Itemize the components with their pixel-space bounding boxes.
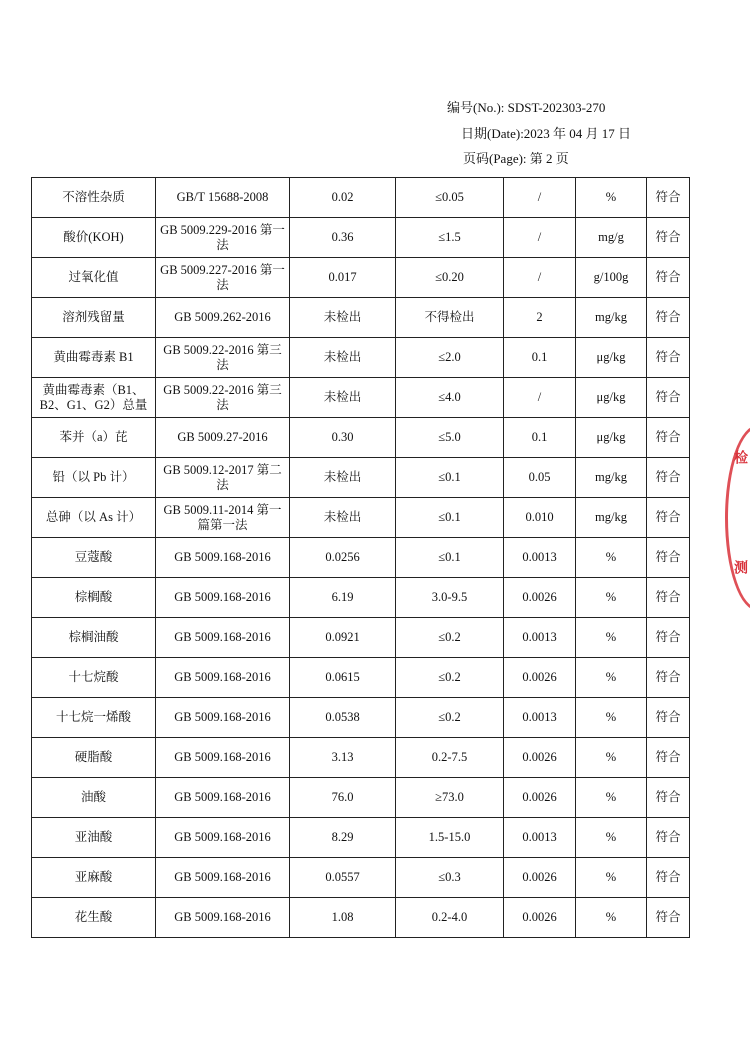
test-method-cell: GB 5009.27-2016 — [156, 418, 290, 458]
detection-limit-cell: 0.1 — [504, 418, 576, 458]
limit-cell: ≤0.1 — [396, 498, 504, 538]
report-number: 编号(No.): SDST-202303-270 — [447, 100, 606, 115]
limit-cell: 1.5-15.0 — [396, 818, 504, 858]
test-method-cell: GB 5009.168-2016 — [156, 818, 290, 858]
test-method-cell: GB 5009.168-2016 — [156, 738, 290, 778]
conclusion-cell: 符合 — [647, 178, 690, 218]
test-result-cell: 6.19 — [290, 578, 396, 618]
detection-limit-cell: 0.0026 — [504, 738, 576, 778]
test-result-cell: 8.29 — [290, 818, 396, 858]
table-row — [32, 818, 690, 858]
unit-cell: % — [576, 538, 647, 578]
unit-cell: % — [576, 618, 647, 658]
detection-limit-cell: 0.0013 — [504, 818, 576, 858]
stamp-fragment-top: 检 — [732, 450, 748, 466]
detection-limit-cell: / — [504, 258, 576, 298]
unit-cell: μg/kg — [576, 378, 647, 418]
test-method-cell: GB 5009.22-2016 第三法 — [156, 378, 290, 418]
limit-cell: 3.0-9.5 — [396, 578, 504, 618]
test-item-cell: 十七烷酸 — [32, 658, 156, 698]
detection-limit-cell: 0.0013 — [504, 698, 576, 738]
test-method-cell: GB/T 15688-2008 — [156, 178, 290, 218]
conclusion-cell: 符合 — [647, 698, 690, 738]
conclusion-cell: 符合 — [647, 378, 690, 418]
unit-cell: μg/kg — [576, 338, 647, 378]
table-row — [32, 338, 690, 378]
limit-cell: ≤4.0 — [396, 378, 504, 418]
detection-limit-cell: 0.0026 — [504, 658, 576, 698]
test-result-cell: 0.0557 — [290, 858, 396, 898]
test-item-cell: 油酸 — [32, 778, 156, 818]
test-item-cell: 黄曲霉毒素（B1、B2、G1、G2）总量 — [32, 378, 156, 418]
unit-cell: mg/kg — [576, 458, 647, 498]
test-result-cell: 未检出 — [290, 378, 396, 418]
test-method-cell: GB 5009.12-2017 第二法 — [156, 458, 290, 498]
detection-limit-cell: 0.05 — [504, 458, 576, 498]
table-row — [32, 738, 690, 778]
unit-cell: % — [576, 778, 647, 818]
table-row — [32, 858, 690, 898]
stamp-fragment-bottom: 测 — [732, 560, 748, 576]
table-row — [32, 298, 690, 338]
test-item-cell: 不溶性杂质 — [32, 178, 156, 218]
test-results-table — [31, 177, 690, 938]
table-row — [32, 538, 690, 578]
limit-cell: ≤0.3 — [396, 858, 504, 898]
detection-limit-cell: / — [504, 178, 576, 218]
test-item-cell: 棕榈油酸 — [32, 618, 156, 658]
conclusion-cell: 符合 — [647, 618, 690, 658]
conclusion-cell: 符合 — [647, 218, 690, 258]
test-method-cell: GB 5009.168-2016 — [156, 618, 290, 658]
test-item-cell: 黄曲霉毒素 B1 — [32, 338, 156, 378]
table-row — [32, 698, 690, 738]
test-item-cell: 苯并（a）芘 — [32, 418, 156, 458]
test-result-cell: 3.13 — [290, 738, 396, 778]
conclusion-cell: 符合 — [647, 778, 690, 818]
detection-limit-cell: 0.0026 — [504, 578, 576, 618]
test-result-cell: 未检出 — [290, 458, 396, 498]
conclusion-cell: 符合 — [647, 538, 690, 578]
conclusion-cell: 符合 — [647, 578, 690, 618]
test-method-cell: GB 5009.168-2016 — [156, 578, 290, 618]
unit-cell: % — [576, 858, 647, 898]
test-result-cell: 未检出 — [290, 338, 396, 378]
limit-cell: ≤0.2 — [396, 698, 504, 738]
detection-limit-cell: 2 — [504, 298, 576, 338]
table-row — [32, 378, 690, 418]
results-body — [32, 178, 690, 938]
limit-cell: 0.2-4.0 — [396, 898, 504, 938]
unit-cell: μg/kg — [576, 418, 647, 458]
detection-limit-cell: / — [504, 218, 576, 258]
test-method-cell: GB 5009.22-2016 第三法 — [156, 338, 290, 378]
test-item-cell: 亚油酸 — [32, 818, 156, 858]
unit-cell: % — [576, 698, 647, 738]
test-result-cell: 未检出 — [290, 498, 396, 538]
table-row — [32, 258, 690, 298]
test-item-cell: 硬脂酸 — [32, 738, 156, 778]
table-row — [32, 498, 690, 538]
test-result-cell: 0.017 — [290, 258, 396, 298]
table-row — [32, 898, 690, 938]
table-row — [32, 458, 690, 498]
test-item-cell: 棕榈酸 — [32, 578, 156, 618]
limit-cell: ≤1.5 — [396, 218, 504, 258]
test-item-cell: 溶剂残留量 — [32, 298, 156, 338]
test-method-cell: GB 5009.11-2014 第一篇第一法 — [156, 498, 290, 538]
detection-limit-cell: 0.0013 — [504, 538, 576, 578]
unit-cell: % — [576, 898, 647, 938]
conclusion-cell: 符合 — [647, 898, 690, 938]
test-method-cell: GB 5009.168-2016 — [156, 658, 290, 698]
unit-cell: % — [576, 738, 647, 778]
conclusion-cell: 符合 — [647, 258, 690, 298]
table-row — [32, 578, 690, 618]
conclusion-cell: 符合 — [647, 338, 690, 378]
test-item-cell: 豆蔻酸 — [32, 538, 156, 578]
unit-cell: % — [576, 178, 647, 218]
limit-cell: ≤0.1 — [396, 458, 504, 498]
test-item-cell: 酸价(KOH) — [32, 218, 156, 258]
limit-cell: ≤0.1 — [396, 538, 504, 578]
table-row — [32, 418, 690, 458]
test-item-cell: 过氧化值 — [32, 258, 156, 298]
limit-cell: 不得检出 — [396, 298, 504, 338]
table-row — [32, 178, 690, 218]
test-result-cell: 0.0256 — [290, 538, 396, 578]
limit-cell: ≤0.20 — [396, 258, 504, 298]
unit-cell: mg/kg — [576, 498, 647, 538]
test-method-cell: GB 5009.168-2016 — [156, 538, 290, 578]
test-method-cell: GB 5009.168-2016 — [156, 858, 290, 898]
test-item-cell: 亚麻酸 — [32, 858, 156, 898]
conclusion-cell: 符合 — [647, 498, 690, 538]
table-row — [32, 618, 690, 658]
page-number: 页码(Page): 第 2 页 — [463, 151, 569, 166]
conclusion-cell: 符合 — [647, 738, 690, 778]
test-result-cell: 0.02 — [290, 178, 396, 218]
detection-limit-cell: 0.1 — [504, 338, 576, 378]
limit-cell: ≤0.2 — [396, 658, 504, 698]
limit-cell: ≤2.0 — [396, 338, 504, 378]
detection-limit-cell: 0.0013 — [504, 618, 576, 658]
detection-limit-cell: 0.0026 — [504, 778, 576, 818]
conclusion-cell: 符合 — [647, 858, 690, 898]
test-result-cell: 未检出 — [290, 298, 396, 338]
limit-cell: ≤0.2 — [396, 618, 504, 658]
test-method-cell: GB 5009.168-2016 — [156, 898, 290, 938]
conclusion-cell: 符合 — [647, 458, 690, 498]
test-result-cell: 0.0615 — [290, 658, 396, 698]
test-method-cell: GB 5009.168-2016 — [156, 778, 290, 818]
unit-cell: % — [576, 658, 647, 698]
detection-limit-cell: 0.010 — [504, 498, 576, 538]
limit-cell: ≤5.0 — [396, 418, 504, 458]
test-method-cell: GB 5009.262-2016 — [156, 298, 290, 338]
test-result-cell: 0.36 — [290, 218, 396, 258]
unit-cell: g/100g — [576, 258, 647, 298]
table-row — [32, 218, 690, 258]
test-method-cell: GB 5009.168-2016 — [156, 698, 290, 738]
test-method-cell: GB 5009.229-2016 第一法 — [156, 218, 290, 258]
table-row — [32, 658, 690, 698]
limit-cell: ≤0.05 — [396, 178, 504, 218]
unit-cell: % — [576, 578, 647, 618]
test-result-cell: 0.30 — [290, 418, 396, 458]
detection-limit-cell: / — [504, 378, 576, 418]
conclusion-cell: 符合 — [647, 658, 690, 698]
conclusion-cell: 符合 — [647, 418, 690, 458]
report-date: 日期(Date):2023 年 04 月 17 日 — [461, 126, 632, 141]
limit-cell: ≥73.0 — [396, 778, 504, 818]
test-result-cell: 0.0921 — [290, 618, 396, 658]
test-result-cell: 0.0538 — [290, 698, 396, 738]
conclusion-cell: 符合 — [647, 818, 690, 858]
test-item-cell: 总砷（以 As 计） — [32, 498, 156, 538]
test-item-cell: 铅（以 Pb 计） — [32, 458, 156, 498]
conclusion-cell: 符合 — [647, 298, 690, 338]
test-result-cell: 1.08 — [290, 898, 396, 938]
detection-limit-cell: 0.0026 — [504, 858, 576, 898]
test-item-cell: 花生酸 — [32, 898, 156, 938]
unit-cell: % — [576, 818, 647, 858]
detection-limit-cell: 0.0026 — [504, 898, 576, 938]
unit-cell: mg/g — [576, 218, 647, 258]
unit-cell: mg/kg — [576, 298, 647, 338]
test-method-cell: GB 5009.227-2016 第一法 — [156, 258, 290, 298]
test-item-cell: 十七烷一烯酸 — [32, 698, 156, 738]
limit-cell: 0.2-7.5 — [396, 738, 504, 778]
table-row — [32, 778, 690, 818]
test-result-cell: 76.0 — [290, 778, 396, 818]
